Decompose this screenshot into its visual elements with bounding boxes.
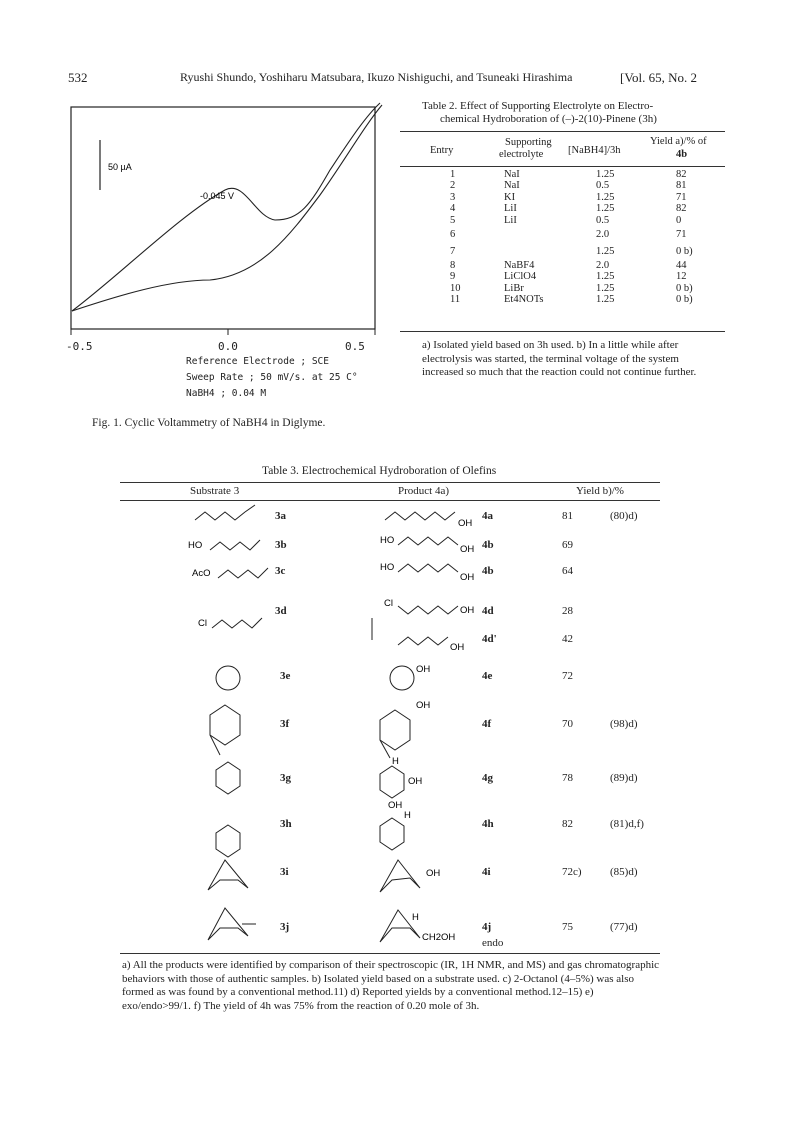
table3-cell-product: 4b [482,539,494,551]
table3-cell-yield: 28 [562,605,573,617]
substrate-3e-structure [216,666,240,690]
oh-label: OH [460,572,475,583]
table2-header [400,134,725,164]
table2-cell-electrolyte: LiI [504,214,517,226]
table2-cell-yield: 0 b) [676,294,693,306]
table3-title: Table 3. Electrochemical Hydroboration of Olefins [262,465,497,477]
table-row [400,294,725,305]
product-4e-structure [390,666,414,690]
table2-title-line2: chemical Hydroboration of (–)-2(10)-Pinene (3h) [440,113,657,125]
oh-label: OH [416,664,431,675]
oh-label: OH [408,776,423,787]
table2-cell-yield: 71 [676,228,687,240]
table2-cell-ratio: 1.25 [596,169,615,180]
figure-caption: Fig. 1. Cyclic Voltammetry of NaBH4 in Diglyme. [92,417,326,429]
product-4g-structure [380,766,404,798]
table-row [400,215,725,226]
table2-cell-yield: 81 [676,180,687,192]
ho-label: HO [380,562,395,573]
table2-header-yield-sub: 4b [676,149,688,160]
product-4b-structure [398,564,458,572]
table2-cell-entry: 3 [450,191,456,203]
substrate-3a-structure [195,505,255,520]
table3-cell-reference: (80)d) [610,510,638,522]
table2-cell-yield: 0 b) [676,245,693,257]
table2-cell-ratio: 0.5 [596,180,610,192]
oh-label: OH [426,868,441,879]
oh-label: OH [416,700,431,711]
table-row [400,192,725,203]
table3-cell-yield: 82 [562,818,573,830]
volume-info: [Vol. 65, No. 2 [620,70,698,85]
cv-reverse-sweep [72,105,382,311]
table2-cell-ratio: 0.5 [596,214,610,226]
product-4dp-structure [398,637,448,645]
table3-cell-substrate: 3g [280,772,291,784]
substrate-3c-structure [218,568,268,578]
table2-cell-electrolyte: NaI [504,169,520,180]
table3-cell-reference: (89)d) [610,772,638,784]
endo-label: endo [482,937,504,949]
table2-cell-yield: 71 [676,191,687,203]
table3-cell-product: 4h [482,818,494,830]
running-authors: Ryushi Shundo, Yoshiharu Matsubara, Ikuzo Nishiguchi, and Tsuneaki Hirashima [180,70,573,84]
table2-header-electrolyte: Supporting [505,137,552,148]
table2-cell-entry: 4 [450,203,456,215]
table3-cell-reference: (85)d) [610,866,638,878]
table2-cell-ratio: 2.0 [596,260,610,272]
table3-cell-yield: 69 [562,539,573,551]
oh-label: OH [460,544,475,555]
table2-cell-ratio: 2.0 [596,228,610,240]
product-4a-structure [385,512,455,520]
h-label: H [412,912,419,923]
table3-cell-yield: 64 [562,565,573,577]
substrate-3d-structure [212,618,262,628]
table2-cell-entry: 9 [450,271,456,283]
table3-cell-substrate: 3j [280,921,290,933]
table-row [400,180,725,191]
table3-header-substrate: Substrate 3 [190,485,240,497]
table2-cell-entry: 8 [450,260,456,272]
table2-cell-yield: 0 [676,214,682,226]
table2-cell-electrolyte: Et4NOTs [504,294,544,306]
table-row [400,169,725,180]
table2-header-entry: Entry [430,145,454,156]
table2-header-yield: Yield a)/% of [650,136,707,147]
oh-label: OH [460,605,475,616]
table3-cell-substrate: 3i [280,866,289,878]
aco-label: AcO [192,568,211,579]
table2-cell-electrolyte: LiI [504,203,517,215]
table3-cell-product: 4d [482,605,494,617]
table2-cell-electrolyte: KI [504,191,516,203]
table2-header-ratio: [NaBH4]/3h [568,145,621,156]
table3-header-yield: Yield b)/% [576,485,624,497]
table2-cell-ratio: 1.25 [596,245,615,257]
table3-cell-substrate: 3a [275,510,286,522]
table3-header-product: Product 4a) [398,485,450,497]
table3-cell-yield: 81 [562,510,573,522]
structure-drawings [180,500,540,952]
h-label: H [392,756,399,767]
table2-cell-yield: 0 b) [676,282,693,294]
table2-cell-electrolyte: NaI [504,180,520,192]
table2-cell-yield: 12 [676,271,687,283]
table2-title-line1: Table 2. Effect of Supporting Electrolyte on Electro- [422,100,654,112]
plot-frame [71,107,375,329]
table3-cell-substrate: 3h [280,818,292,830]
table3-cell-yield: 72 [562,670,573,682]
x-tick-label: 0.5 [345,340,365,353]
table3-cell-product: 4f [482,718,492,730]
table3-cell-product: 4e [482,670,493,682]
table2-footnote: a) Isolated yield based on 3h used. b) In a little while after electrolysis was started, the terminal voltage of the system increased so much that the reaction could not continue further. [422,339,697,378]
product-4i-structure [380,860,420,892]
table-row [400,283,725,294]
table2-title [422,100,657,126]
table2-cell-yield: 44 [676,260,687,272]
table-row [400,260,725,271]
table3-cell-substrate: 3b [275,539,287,551]
cyclic-voltammogram [60,95,400,355]
table-row [400,271,725,282]
ho-label: HO [188,540,203,551]
table3-cell-product: 4j [482,921,492,933]
table3-cell-yield: 70 [562,718,573,730]
table3-cell-yield: 42 [562,633,573,645]
table2-cell-ratio: 1.25 [596,282,615,294]
table2-header-electrolyte-sub: electrolyte [499,149,544,160]
product-4h-structure [380,818,404,850]
product-4b-structure [398,537,458,545]
substrate-3h-structure [216,825,240,857]
ho-label: HO [380,535,395,546]
table2-cell-entry: 6 [450,228,456,240]
table2-cell-electrolyte [494,226,596,243]
table3-cell-substrate: 3f [280,718,290,730]
table-row [400,203,725,214]
table2-cell-electrolyte: LiClO4 [504,271,537,283]
condition-electrode: Reference Electrode ; SCE [186,356,329,367]
table3-cell-yield: 78 [562,772,573,784]
table3-footnote: a) All the products were identified by comparison of their spectroscopic (IR, 1H NMR, and MS) and gas chromatographic behaviors with those of authentic samples. b) Isolated yield based on a substrate used. c) 2-Octanol (4–5%) was also formed as was found by a conventional method.11) d) Reported yields by a conventional method.12–15) e) exo/endo>99/1. f) The yield of 4h was 75% from the reaction of 0.20 mole of 3h. [122,959,660,1012]
table2-cell-entry: 7 [450,245,456,257]
table3-cell-product: 4g [482,772,493,784]
table2-body [400,169,725,306]
substrate-3f-structure [210,705,240,745]
table3-cell-reference: (81)d,f) [610,818,644,830]
cl-label: Cl [384,598,393,609]
table3-cell-product: 4b [482,565,494,577]
cl-label: Cl [198,618,207,629]
table2-cell-yield: 82 [676,203,687,215]
oh-label: OH [388,800,403,811]
table2-cell-entry: 2 [450,180,456,192]
condition-sweep-rate: Sweep Rate ; 50 mV/s. at 25 C° [186,372,358,383]
cv-forward-sweep [72,103,380,311]
substrate-3i-structure [208,860,248,890]
table2-cell-entry: 10 [450,282,461,294]
table3-cell-product: 4d' [482,633,497,645]
peak-potential-label: -0.045 V [200,191,235,201]
table3-cell-substrate: 3c [275,565,286,577]
table2-cell-ratio: 1.25 [596,271,615,283]
product-4f-structure [380,710,410,750]
page-number: 532 [68,70,88,85]
table3-cell-yield: 75 [562,921,573,933]
h-label: H [404,810,411,821]
product-4d-structure [398,606,458,614]
table3-cell-reference: (77)d) [610,921,638,933]
table2-cell-entry: 1 [450,169,456,180]
substrate-3g-structure [216,762,240,794]
table2-cell-yield: 82 [676,169,687,180]
oh-label: OH [458,518,473,529]
table-row [400,226,725,243]
table2-cell-ratio: 1.25 [596,191,615,203]
table3-cell-reference: (98)d) [610,718,638,730]
table2-cell-entry: 11 [450,294,461,306]
table2-cell-electrolyte [494,243,596,260]
substrate-3b-structure [210,540,260,550]
table3-cell-substrate: 3e [280,670,291,682]
scale-bar-label: 50 µA [108,162,132,172]
table2-cell-ratio: 1.25 [596,203,615,215]
x-tick-label: 0.0 [218,340,238,353]
table2-cell-electrolyte: NaBF4 [504,260,535,272]
table3-cell-product: 4i [482,866,491,878]
table2-cell-ratio: 1.25 [596,294,615,306]
table3-cell-yield: 72c) [562,866,582,878]
table2-cell-entry: 5 [450,214,456,226]
table-row [400,243,725,260]
table3-cell-substrate: 3d [275,605,287,617]
x-tick-label: -0.5 [66,340,93,353]
table2-cell-electrolyte: LiBr [504,282,524,294]
table3-cell-product: 4a [482,510,493,522]
condition-concentration: NaBH4 ; 0.04 M [186,388,267,399]
ch2oh-label: CH2OH [422,932,456,943]
oh-label: OH [450,642,465,653]
